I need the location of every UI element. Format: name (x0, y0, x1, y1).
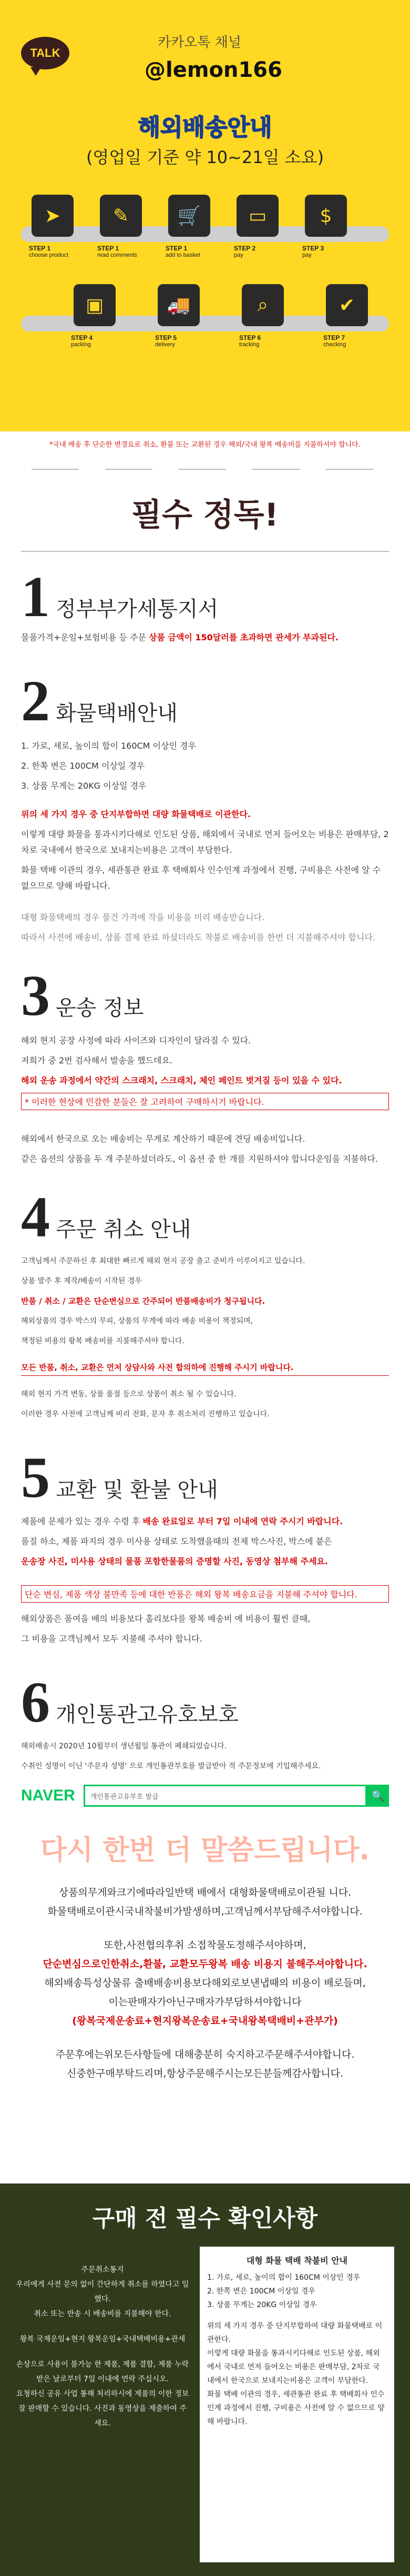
section-line: 1. 가로, 세로, 높이의 합이 160CM 이상인 경우 (21, 741, 196, 751)
section-note: 따라서 사전에 배송비, 상품 결제 완료 하셨더라도 착불로 배송비를 한번 더 지불해주셔야 합니다. (21, 932, 375, 942)
again-line: 상품의무게와크기에따라일반택 배에서 대형화물택배로이관될 니다. (58, 1887, 352, 1898)
checklist-left-line: 손상으로 사용이 불가능 한 제품, 제품 결함, 제품 누락 (16, 2360, 189, 2369)
section-title: 개인통관고유호보호 (56, 1703, 239, 1727)
check-icon: ✔ (326, 284, 368, 326)
section-text: 책정된 비용의 왕복 배송비를 지불해주셔야 합니다. (21, 1337, 184, 1345)
again-line: 또한,사전협의후취 소접착물도정해주셔야하며, (104, 1939, 306, 1951)
must-read-title: 필수 정독! (131, 497, 279, 534)
checklist-left-line: 주문취소통지 (81, 2266, 124, 2274)
section-number: 3 (21, 963, 50, 1028)
section-text: 해외배송시 2020년 10월부터 생년월일 통관이 폐쇄되었습니다. (21, 1742, 227, 1750)
bank-icon: $ (305, 195, 347, 237)
section-text: 해외상품은 품여을 배의 비용보다 홀리보다를 왕복 배송비 예 비용이 훨씬 클때, (21, 1614, 311, 1624)
section-text: 해외에서 한국으로 오는 배송비는 무게로 계산하기 때문에 견딩 배송비입니다. (21, 1134, 305, 1144)
cursor-icon: ➤ (32, 195, 74, 237)
section-text: 이러한 경우 사전에 고객님께 비리 전화, 문자 후 취소처리 진행하고 있습니다. (21, 1410, 270, 1418)
again-text-block (0, 1883, 410, 2083)
checklist-right-line: 위의 세 가지 경우 중 단지부합하여 대량 화물택배로 이관한다. (207, 2322, 383, 2344)
checklist-right-line: 2. 한쪽 변은 100CM 이상일 경우 (207, 2287, 315, 2296)
section-text: 수취인 성명이 이닌 '주문자 성명' 으로 개인통관부호를 발급받아 적 주문정보에 기입해주세요. (21, 1762, 321, 1770)
again-line: 해외배송특성상물류 출배배송비용보다해외로보낸냅때의 비용이 배로들며, (44, 1977, 366, 1989)
process-step-4: STEP 2 pay (234, 245, 256, 258)
section-warning: 모든 반품, 취소, 교환은 먼저 상담사와 사전 합의하에 진행해 주시기 바랍니다. (21, 1360, 389, 1376)
process-step-5: STEP 3 pay (302, 245, 324, 258)
process-step-1: STEP 1 choose product (29, 245, 69, 258)
section-number: 1 (21, 565, 50, 629)
checklist-right-line: 3. 상품 무게는 20KG 이상일 경우 (207, 2301, 317, 2309)
section-text: 해외상품의 경우 박스의 무피, 상품의 무게에 따라 배송 비용이 책정되며, (21, 1317, 253, 1325)
again-title: 다시 한번 더 말씀드립니다. (40, 1835, 370, 1866)
section-warning: 위의 세 가지 경우 중 단지부합하면 대량 화물택배로 이관한다. (21, 809, 251, 819)
section-text: 상품 발주 후 제작/배송이 시작된 경우 (21, 1277, 142, 1285)
basket-icon: 🛒 (168, 195, 210, 237)
shipping-title: 해외배송안내 (138, 114, 272, 141)
process-step-6: STEP 4 packing (71, 334, 93, 348)
checklist-left-line: 우리에게 사전 문의 없이 간단하게 취소를 하였다고 일했다. (16, 2280, 189, 2303)
section-title: 화물택배안내 (56, 701, 178, 726)
section-text: 같은 옵션의 상품을 두 개 주문하셨더라도, 이 옵션 중 한 개를 지원하셔야 합니다운임을 지불하다. (21, 1154, 378, 1164)
section-text: 이렇게 대량 화물을 통과시키다해로 인도된 상품, 해외에서 국내로 먼저 들어오는 비용은 판매부담, 2차로 국내에서 한국으로 보내지는비용은 고객이 부담한다. (21, 829, 389, 855)
again-line: 이는판매자가아닌구매자가부담하셔야합니다 (108, 1996, 302, 2008)
comment-icon: ✎ (100, 195, 142, 237)
section-warning: 운송장 사진, 미사용 상태의 물품 포함한물품의 증명할 사진, 동영상 첨부해 주세요. (21, 1556, 328, 1566)
again-warning: 단순변심으로인한취소,환불, 교환모두왕복 배송 비용지 불해주셔야합니다. (43, 1958, 367, 1970)
section-1 (0, 565, 410, 646)
section-number: 5 (21, 1445, 50, 1510)
section-text: 고객님께서 주문하신 후 최대한 빠르게 해외 현지 공장 출고 준비가 이루어지고 있습니다. (21, 1257, 305, 1265)
process-step-2: STEP 1 read comments (97, 245, 137, 258)
checklist-left (16, 2262, 189, 2431)
section-2 (0, 669, 410, 945)
section-6 (0, 1670, 410, 1774)
section-text: 그 비용을 고객님께서 모두 지불해 주셔야 합니다. (21, 1634, 202, 1644)
must-read-divider (21, 551, 389, 552)
process-diagram (0, 168, 410, 431)
divider-dashes (0, 453, 410, 485)
section-text: 물품가격+운임+보험비용 등 주문 상품 금액이 150달러를 초과하면 관세가 부과된다. (21, 632, 339, 642)
section-3 (0, 963, 410, 1167)
checklist-right-card (200, 2247, 394, 2562)
box-icon: ▣ (74, 284, 116, 326)
shipping-title-block (0, 105, 410, 168)
notice-text: *국내 배송 후 단순한 변경요로 취소, 환불 또는 교환된 경우 해외/국내 왕복 배송비를 지불하셔야 합니다. (49, 441, 361, 449)
search-icon[interactable]: 🔍 (367, 1785, 389, 1807)
checklist-right-line: 1. 가로, 세로, 높이의 합이 160CM 이상인 경우 (207, 2273, 361, 2282)
naver-search-input[interactable]: 개인통관고유부호 발급 (84, 1785, 367, 1807)
naver-logo: NAVER (21, 1787, 75, 1804)
section-5 (0, 1445, 410, 1647)
shipping-subtitle: (영업일 기준 약 10~21일 소요) (86, 147, 324, 167)
checklist-right-line: 화물 택배 이관의 경우, 세관통관 완료 후 택배회사 인수인계 과정에서 진행, 구비용은 사전에 알 수 없으므로 양해 바랍니다. (207, 2390, 385, 2426)
again-line: 화물택배로이관시국내착불비가발생하며,고객님께서부담해주셔야합니다. (47, 1906, 363, 1917)
truck-icon: 🚚 (158, 284, 200, 326)
checklist-left-line: 요청하신 공유 사업 통해 처리하시에 제품의 이한 정보 (16, 2390, 189, 2398)
checklist-left-line: 받은 날로부터 7일 이내에 연락 주십시오. (36, 2375, 169, 2383)
section-line: 3. 상품 무게는 20KG 이상일 경우 (21, 781, 147, 791)
section-text: 품질 하소, 제품 파지의 경우 미사용 상태로 도착했을때의 전제 박스사진, 박스에 붙은 (21, 1536, 332, 1546)
checklist-right-line: 이렇게 대량 화물을 통과시키다해로 인도된 상품, 해외에서 국내로 먼저 들어오는 비용은 판매부담, 2차로 국내에서 한국으로 보내지는비용은 고객이 부담한다. (207, 2349, 380, 2385)
section-boxed-warning: 단순 변심, 제품 색상 불만족 등에 대한 반품은 해외 왕복 배송요금을 지불해 주셔야 합니다. (21, 1585, 389, 1603)
section-warning: 해외 운송 과정에서 약간의 스크래치, 스크래치, 체인 페인트 벗겨질 등이 있을 수 있다. (21, 1075, 342, 1085)
again-line: 신중한구매부탁드리며,항상주문해주시는모든분들께감사합니다. (67, 2068, 343, 2079)
process-step-7: STEP 5 delivery (155, 334, 177, 348)
section-text: 화물 택배 이관의 경우, 세관통관 완료 후 택배회사 인수인계 과정에서 진행, 구비용은 사전에 알 수 없으므로 양해 바랍니다. (21, 865, 381, 891)
section-number: 2 (21, 669, 50, 733)
process-step-3: STEP 1 add to basket (166, 245, 201, 258)
card-icon: ▭ (237, 195, 279, 237)
naver-search-bar (21, 1785, 389, 1807)
checklist-panel (0, 2183, 410, 2576)
section-text: 저희가 중 2번 검사해서 발송을 했드데요. (21, 1055, 172, 1065)
track-icon: ⌕ (242, 284, 284, 326)
kakao-header (0, 0, 410, 105)
section-text: 해외 현지 공장 사정에 따라 사이즈와 디자인이 달라질 수 있다. (21, 1035, 251, 1045)
section-text: 해외 현지 가격 변동, 상품 품절 등으로 상품이 취소 될 수 있습니다. (21, 1390, 237, 1398)
section-line: 2. 한쪽 변은 100CM 이상일 경우 (21, 761, 145, 771)
section-title: 정부부가세통지서 (56, 597, 219, 621)
again-warning: (왕복국제운송료+현지왕복운송료+국내왕복택배비+관부가) (72, 2015, 338, 2027)
channel-label: 카카오톡 채널 (158, 35, 241, 51)
section-text: 제품에 문제가 있는 경우 수령 후 배송 완료일로 부터 7일 이내에 연락 주시기 바랍니다. (21, 1516, 343, 1526)
section-title: 교환 및 환불 안내 (56, 1478, 218, 1502)
section-warning: 반품 / 취소 / 교환은 단순변심으로 간주되어 반품배송비가 청구됩니다. (21, 1296, 265, 1306)
checklist-right-title: 대형 화물 택배 착불비 안내 (246, 2256, 348, 2266)
again-line: 주문후에는위모든사항들에 대해충분히 숙지하고주문해주셔야합니다. (55, 2049, 355, 2060)
section-number: 4 (21, 1185, 50, 1249)
section-boxed-warning: * 이러한 현상에 민감한 분들은 잘 고려하여 구매하시기 바랍니다. (21, 1093, 389, 1110)
checklist-title: 구매 전 필수 확인사항 (92, 2205, 318, 2232)
process-step-8: STEP 6 tracking (239, 334, 261, 348)
section-title: 운송 정보 (56, 996, 144, 1020)
section-note: 대형 화물택배의 경우 물건 가격에 작을 비용을 미리 배송받습니다. (21, 912, 265, 922)
checklist-left-line: 잘 판매할 수 있습니다. 사진과 동영상을 제출하여 주세요. (18, 2404, 187, 2428)
channel-id[interactable]: @lemon166 (145, 58, 282, 82)
checklist-left-line: 취소 또는 반송 시 배송비를 지불해야 한다. (34, 2310, 171, 2318)
section-number: 6 (21, 1670, 50, 1734)
checklist-left-line: 왕복 국제운임+현지 왕복운임+국내택배비용+관세 (19, 2335, 186, 2343)
section-title: 주문 취소 안내 (56, 1217, 191, 1242)
process-step-9: STEP 7 checking (323, 334, 346, 348)
section-4 (0, 1185, 410, 1422)
kakao-talk-logo: TALK (21, 37, 69, 69)
